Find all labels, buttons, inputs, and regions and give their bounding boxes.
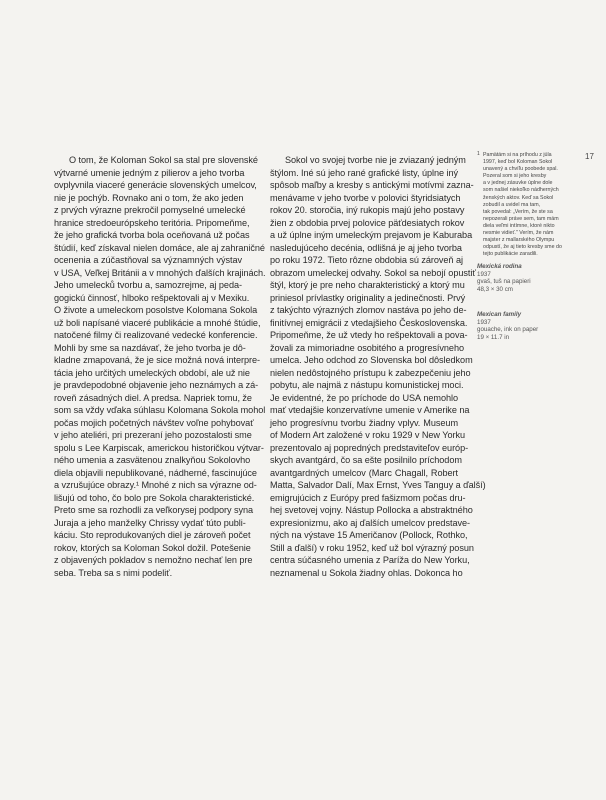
- text-line: Mohli by sme sa nazdávať, že jeho tvorba je dô-: [54, 342, 246, 353]
- text-line: počas mojich početných návštev voľne pohybovať: [54, 417, 254, 428]
- footnote-line: ženských aktov. Keď sa Sokol: [483, 194, 554, 201]
- text-line: seba. Treba sa s nimi podeliť.: [54, 567, 173, 578]
- text-line: po roku 1972. Tieto rôzne obdobia sú zároveň aj: [270, 255, 463, 265]
- text-line: hranice stredoeurópskeho teritória. Pripomeňme,: [54, 217, 250, 228]
- text-line: neznamenal u Sokola žiadny ohlas. Dokonca ho: [270, 567, 463, 578]
- text-line: že jeho grafická tvorba bola oceňovaná už počas: [54, 230, 250, 240]
- text-line: káciu. Sto reprodukovaných diel je zároveň počet: [54, 530, 251, 540]
- text-line: ných na výstave 15 Američanov (Pollock, Rothko,: [270, 530, 468, 540]
- text-line: finitívnej emigrácii z vtedajšieho Československa.: [270, 317, 468, 328]
- footnote-line: tak povedal: „Verím, že ste sa: [483, 208, 553, 215]
- text-line: štýl, ktorý je pre neho charakteristický a ktorý mu: [270, 280, 465, 290]
- text-line: z prvých výrazne prekročil pomyselné umelecké: [54, 205, 246, 215]
- footnote-line: zobudil a uvidel ma tam,: [483, 201, 541, 208]
- footnote-line: diela veľmi intímne, ktoré nikto: [483, 222, 555, 229]
- text-line: gogickú činnosť, hlboko rešpektovali aj v Mexiku.: [54, 292, 250, 303]
- caption-english: [477, 311, 577, 341]
- footnote-mark: 1: [477, 151, 480, 157]
- text-line: expresionizmu, ako aj ďalších umelcov predstave-: [270, 517, 470, 528]
- text-line: Juraja a jeho manželky Chrissy vydať túto publi-: [54, 517, 246, 528]
- text-line: rokov 20. storočia, iný rukopis majú jeho postavy: [270, 205, 465, 215]
- text-line: skych avantgárd, čo sa ešte posilnilo príchodom: [270, 455, 462, 465]
- text-line: ocenenia a zúčastňoval sa významných výstav: [54, 255, 242, 265]
- caption-medium: gouache, ink on paper: [477, 326, 539, 334]
- text-line: centra súčasného umenia z Paríža do New Yorku,: [270, 555, 470, 565]
- text-line: rokov, ktorých sa Koloman Sokol dožil. Potešenie: [54, 542, 251, 553]
- footnote-line: tejto publikácie zaradili.: [483, 251, 538, 258]
- text-line: O tom, že Koloman Sokol sa stal pre slovenské: [69, 155, 258, 165]
- footnote-line: majster z mallarského Olympu: [483, 237, 555, 244]
- caption-medium: gvaš, tuš na papieri: [477, 278, 531, 286]
- text-line: priniesol prívlastky originality a jedinečnosti. Prvý: [270, 292, 466, 303]
- text-line: je pravdepodobné objavenie jeho neznámych a zá-: [54, 380, 259, 390]
- text-line: roveň zásadných diel. A predsa. Napriek tomu, že: [54, 392, 252, 403]
- text-line: tácia jeho určitých umeleckých období, ale už nie: [54, 367, 250, 378]
- text-line: mať vtedajšie konzervatívne umenie v Amerike na: [270, 405, 470, 415]
- text-line: O živote a umeleckom posolstve Kolomana Sokola: [54, 305, 258, 315]
- text-line: z takýchto výrazných zlomov nastáva po jeho de-: [270, 305, 467, 315]
- footnote-line: Pozeral som si jeho kresby: [483, 173, 547, 180]
- text-line: som sa vždy vďaka súhlasu Kolomana Sokola mohol: [54, 405, 266, 415]
- footnote-line: som našiel niekoľko nádherných: [483, 187, 559, 194]
- text-line: nielen nedôstojného prístupu k zabezpečeniu jeho: [270, 367, 471, 378]
- text-line: v jeho ateliéri, pri prezeraní jeho pozostalosti sme: [54, 430, 252, 440]
- text-line: a vzrušujúce obrazy.¹ Mnohé z nich sa výrazne od-: [54, 480, 257, 490]
- caption-title: Mexická rodina: [477, 263, 522, 270]
- text-line: štýlom. Iné sú jeho rané grafické listy, úplne iný: [270, 167, 459, 178]
- caption-year: 1937: [477, 318, 491, 326]
- body-column-1: [54, 154, 266, 579]
- text-line: umelca. Jeho odchod zo Slovenska bol dôsledkom: [270, 355, 473, 365]
- text-line: diela objavili nepublikované, nádherné, fascinujúce: [54, 467, 257, 478]
- text-line: a už úplne iným umeleckým prejavom je Kaburaba: [270, 230, 473, 240]
- text-line: Sokol vo svojej tvorbe nie je zviazaný jedným: [285, 155, 466, 165]
- text-line: ného umenia a zasvätenou znalkyňou Sokolovho: [54, 455, 251, 465]
- caption-size: 19 × 11.7 in: [477, 333, 510, 341]
- text-line: žien z obdobia prvej polovice päťdesiatych rokov: [270, 217, 465, 228]
- footnote-line: nepozerali práve sem, tam mám: [483, 215, 559, 222]
- text-line: jeho progresívnu tvorbu žiadny vplyv. Museum: [270, 417, 458, 428]
- footnote-line: nesmie vidieť." Verím, že nám: [483, 230, 554, 237]
- text-line: štúdií, keď získaval nielen domáce, ale aj zahraničné: [54, 242, 265, 253]
- footnote-line: Pamätám si na príhodu z júla: [483, 152, 552, 158]
- text-line: obrazom umeleckej odvahy. Sokol sa nebojí opustiť: [270, 267, 476, 278]
- text-line: nie je pochýb. Rovnako ani o tom, že ako jeden: [54, 192, 244, 203]
- text-line: emigrujúcich z Európy pred fašizmom počas dru-: [270, 492, 466, 503]
- text-line: spôsob maľby a kresby s antickými motívmi zazna-: [270, 180, 474, 190]
- caption-slovak: [477, 263, 577, 293]
- text-line: v USA, Veľkej Británii a v mnohých ďalších krajinách.: [54, 267, 266, 278]
- text-line: menávame v jeho tvorbe v polovici štyridsiatych: [270, 192, 461, 203]
- text-line: hej svetovej vojny. Nástup Pollocka a abstraktného: [270, 505, 473, 515]
- caption-size: 48,3 × 30 cm: [477, 285, 513, 293]
- footnote-line: a v jednej zásuvke úplne dole: [483, 180, 553, 187]
- text-line: žovali za mimoriadne osobitého a progresívneho: [270, 342, 464, 353]
- text-line: natočené filmy či realizované vedecké konferencie.: [54, 330, 258, 340]
- text-line: Preto sme sa rozhodli za veľkorysej podpory syna: [54, 505, 254, 515]
- text-line: lišujú od toho, čo bolo pre Sokola charakteristické.: [54, 492, 255, 503]
- text-line: Jeho umelecků tvorbu a, samozrejme, aj peda-: [54, 280, 242, 290]
- text-line: ovplyvnila viaceré generácie slovenských umelcov,: [54, 180, 257, 190]
- footnote-line: 1997, keď bol Koloman Sokol: [483, 159, 553, 166]
- footnote-line: odpustí, že aj tieto kresby sme do: [483, 244, 562, 251]
- caption-year: 1937: [477, 270, 491, 278]
- text-line: prezentovalo aj popredných predstaviteľov európ-: [270, 442, 469, 453]
- text-line: Je evidentné, že po príchode do USA nemohlo: [270, 392, 458, 403]
- footnote-line: unavený a chvíľu poobede spal.: [483, 166, 558, 173]
- text-line: z objavených pokladov s nemožno nechať len pre: [54, 555, 253, 565]
- text-line: kladne zmapovaná, že je sice možná nová interpre-: [54, 355, 261, 365]
- text-line: už boli napísané viaceré publikácie a mnohé štúdie,: [54, 317, 261, 328]
- footnote: [477, 152, 577, 258]
- text-line: nasledujúceho decénia, odlišná je aj jeho tvorba: [270, 242, 462, 253]
- caption-title: Mexican family: [477, 311, 522, 318]
- page-number: 17: [585, 152, 594, 161]
- text-line: Matta, Salvador Dalí, Max Ernst, Yves Tanguy a ďalší): [270, 480, 486, 490]
- text-line: of Modern Art založené v roku 1929 v New Yorku: [270, 430, 466, 440]
- text-line: Still a ďalší) v roku 1952, keď už bol výrazný posun: [270, 542, 474, 553]
- text-line: výtvarné umenie jedným z pilierov a jeho tvorba: [54, 167, 245, 178]
- text-line: pobytu, ale najmä z nástupu komunistickej moci.: [270, 380, 464, 390]
- text-line: avantgardných umelcov (Marc Chagall, Robert: [270, 467, 458, 478]
- text-line: spolu s Lee Karpiscak, americkou historičkou výtvar-: [54, 442, 264, 453]
- text-line: Pripomeňme, že už vtedy ho rešpektovali a pova-: [270, 330, 468, 340]
